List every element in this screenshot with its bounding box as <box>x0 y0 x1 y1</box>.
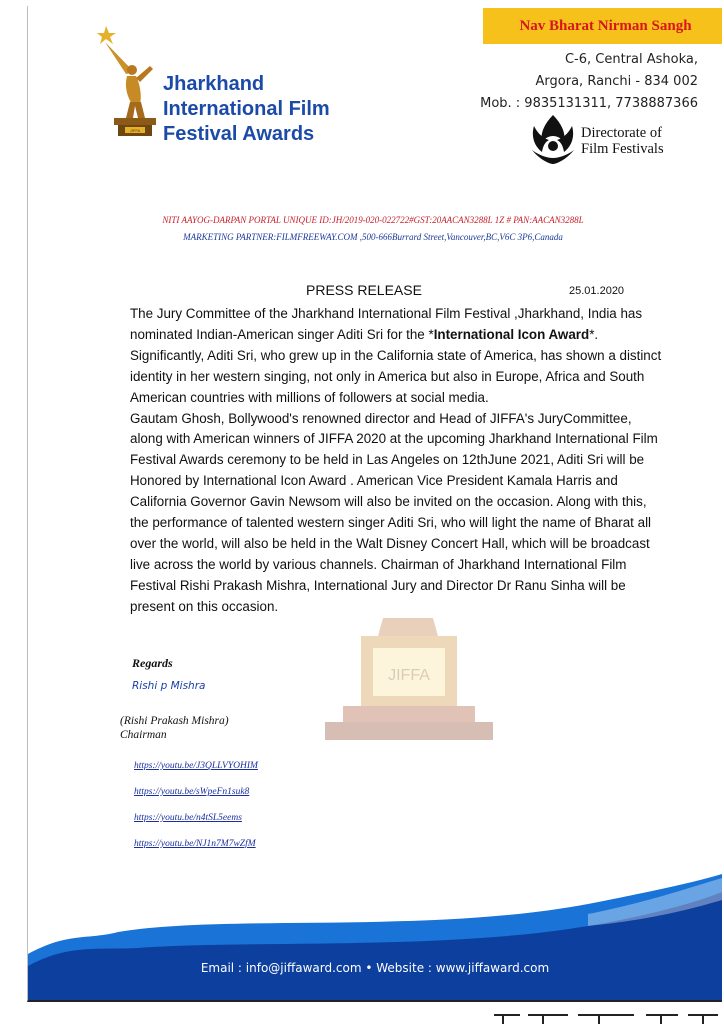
phone-line: Mob. : 9835131311, 7738887366 <box>480 96 698 111</box>
address-line: C-6, Central Ashoka, <box>564 52 698 67</box>
directorate-line: Directorate of <box>581 125 662 141</box>
youtube-link[interactable]: https://youtu.be/J3QLLVYOHIM <box>134 761 258 771</box>
list-item <box>134 833 258 859</box>
body-text-part: *. Significantly, Aditi Sri, who grew up in the California state of America, has shown a distinct identity in her western singing, not only in America but also in Europe, Africa and South American countries with millions of followers at social media. Gautam Ghosh, Bollywood's renowned director and Head of JIFFA's JuryCommittee, along with American winners of JIFFA 2020 at the upcoming Jharkhand International Film Festival Awards ceremony to be held in Las Angeles on 12thJune 2021, Aditi Sri will be Honored by International Icon Award . American Vice President Kamala Harris and California Governor Gavin Newsom will also be invited on the occasion. Along with this, the performance of talented western singer Aditi Sri, who will light the name of Bharat all over the world, will also be held in the Walt Disney Concert Hall, which will be broadcast live across the world by various channels. Chairman of Jharkhand International Film Festival Rishi Prakash Mishra, International Jury and Director Dr Ranu Sinha will be present on this occasion. <box>130 326 662 614</box>
address-line: Argora, Ranchi - 834 002 <box>535 74 698 89</box>
body-text-part: The Jury Committee of the Jharkhand International Film Festival ,Jharkhand, India has nominated Indian-American singer Aditi Sri for the * <box>130 306 643 342</box>
signer-name: (Rishi Prakash Mishra) <box>120 715 229 727</box>
footer-separator: • <box>365 961 373 975</box>
festival-name-line: Jharkhand <box>163 73 265 95</box>
footer-contact <box>28 961 722 975</box>
festival-name <box>163 72 330 147</box>
footer-email: Email : info@jiffaward.com <box>200 961 362 975</box>
festival-name-line: International Film <box>163 98 330 120</box>
marketing-partner-line: MARKETING PARTNER:FILMFREEWAY.COM ,500-666Burrard Street,Vancouver,BC,V6C 3P6,Canada <box>183 232 563 242</box>
registration-line: NITI AAYOG-DARPAN PORTAL UNIQUE ID:JH/2019-020-022722#GST:20AACAN3288L 1Z # PAN:AACAN3288L <box>162 215 584 225</box>
youtube-link[interactable]: https://youtu.be/NJ1n7M7wZfM <box>134 839 256 849</box>
directorate-emblem-icon <box>526 112 580 166</box>
trophy-logo-icon <box>96 22 170 140</box>
directorate-line: Film Festivals <box>581 141 664 157</box>
directorate-name <box>581 125 664 157</box>
footer-wave <box>28 874 722 1000</box>
footer-website: Website : www.jiffaward.com <box>376 961 550 975</box>
list-item <box>134 807 258 833</box>
youtube-links-list <box>134 755 258 859</box>
signature: Rishi p Mishra <box>132 680 206 692</box>
youtube-link[interactable]: https://youtu.be/sWpeFn1suk8 <box>134 787 250 797</box>
award-name: International Icon Award <box>433 326 590 342</box>
watermark-label: JIFFA <box>388 667 430 684</box>
signer-title: Chairman <box>120 729 167 741</box>
address-block <box>480 49 698 115</box>
festival-name-line: Festival Awards <box>163 123 315 145</box>
press-release-title: PRESS RELEASE <box>306 282 422 298</box>
letterhead-page <box>27 6 722 1002</box>
youtube-link[interactable]: https://youtu.be/n4tSL5eems <box>134 813 242 823</box>
logo-plaque-label: JIFFA <box>129 128 141 133</box>
list-item <box>134 781 258 807</box>
cropped-text-fragment <box>480 1010 724 1024</box>
trophy-watermark-icon <box>321 618 496 742</box>
press-release-body <box>130 304 668 618</box>
list-item <box>134 755 258 781</box>
regards-label: Regards <box>132 656 173 670</box>
press-release-date: 25.01.2020 <box>569 285 625 297</box>
org-name-banner: Nav Bharat Nirman Sangh <box>483 8 722 44</box>
